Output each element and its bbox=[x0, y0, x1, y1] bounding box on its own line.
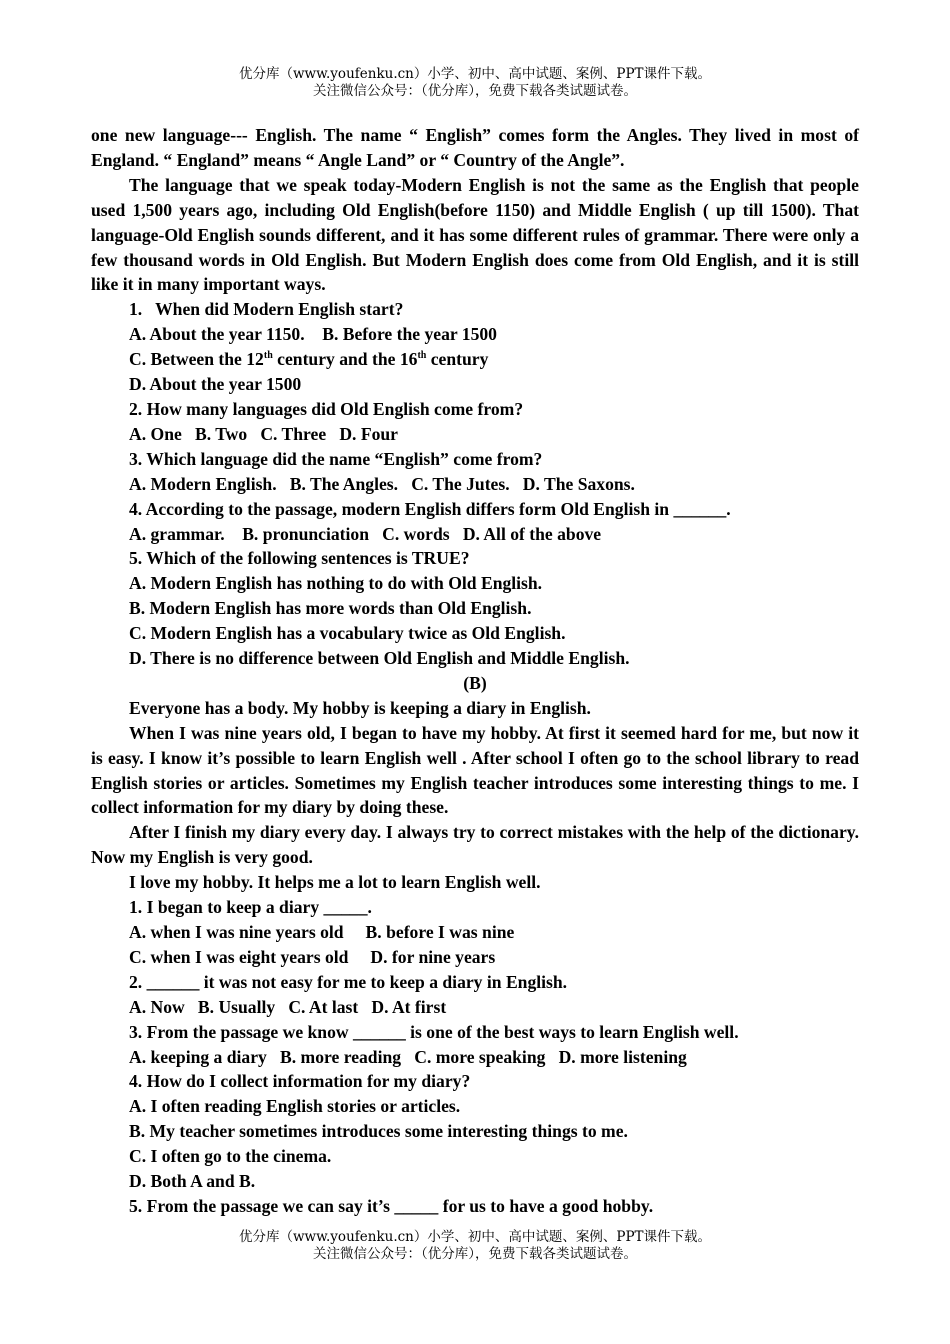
question-b1-options-cd: C. when I was eight years old D. for nine years bbox=[129, 946, 496, 967]
question-a5-option-a: A. Modern English has nothing to do with Old English. bbox=[129, 573, 543, 594]
question-b4-option-c: C. I often go to the cinema. bbox=[129, 1146, 332, 1167]
passage-b-paragraph-4: I love my hobby. It helps me a lot to learn English well. bbox=[129, 872, 541, 893]
question-b4-option-d: D. Both A and B. bbox=[129, 1171, 256, 1192]
ordinal-superscript-1: th bbox=[263, 350, 273, 362]
question-b4-option-a: A. I often reading English stories or articles. bbox=[129, 1096, 461, 1117]
question-b4: 4. How do I collect information for my diary? bbox=[129, 1071, 471, 1092]
question-a5-option-b: B. Modern English has more words than Old English. bbox=[129, 598, 532, 619]
passage-b-paragraph-2: When I was nine years old, I began to have my hobby. At first it seemed hard for me, but now it is easy. I know it’s possible to learn English well . After school I often go to the school library to read English stories or articles. Sometimes my English teacher introduces some interesting things to me. I collect information for my diary by doing these. bbox=[91, 722, 859, 818]
question-b2-options: A. Now B. Usually C. At last D. At first bbox=[129, 996, 447, 1017]
option-c-text-1: C. Between the 12 bbox=[129, 349, 264, 370]
question-b5: 5. From the passage we can say it’s _____ for us to have a good hobby. bbox=[129, 1195, 654, 1216]
header-line-2: 关注微信公众号：（优分库），免费下载各类试题试卷。 bbox=[313, 83, 637, 99]
section-heading-b: (B) bbox=[463, 672, 487, 693]
question-b1: 1. I began to keep a diary _____. bbox=[129, 897, 372, 918]
footer-line-1: 优分库（www.youfenku.cn）小学、初中、高中试题、案例、PPT课件下载。 bbox=[238, 1229, 712, 1245]
question-b2: 2. ______ it was not easy for me to keep a diary in English. bbox=[129, 971, 568, 992]
document-body bbox=[91, 123, 859, 1219]
question-a2: 2. How many languages did Old English come from? bbox=[129, 398, 524, 419]
footer-line-2: 关注微信公众号：（优分库），免费下载各类试题试卷。 bbox=[313, 1246, 637, 1262]
question-a3-options: A. Modern English. B. The Angles. C. The Jutes. D. The Saxons. bbox=[129, 473, 635, 494]
question-b4-option-b: B. My teacher sometimes introduces some interesting things to me. bbox=[129, 1121, 628, 1142]
question-a5-option-d: D. There is no difference between Old English and Middle English. bbox=[129, 648, 630, 669]
ordinal-superscript-2: th bbox=[417, 350, 427, 362]
question-b3: 3. From the passage we know ______ is one of the best ways to learn English well. bbox=[129, 1021, 739, 1042]
question-a1-options-ab: A. About the year 1150. B. Before the year 1500 bbox=[129, 324, 497, 345]
question-a1-option-d: D. About the year 1500 bbox=[129, 374, 302, 395]
passage-b-paragraph-1: Everyone has a body. My hobby is keeping a diary in English. bbox=[129, 697, 591, 718]
question-a4-options: A. grammar. B. pronunciation C. words D. All of the above bbox=[129, 523, 602, 544]
question-a1-option-c bbox=[91, 347, 859, 372]
question-a1: 1. When did Modern English start? bbox=[129, 299, 404, 320]
page-footer bbox=[0, 1229, 950, 1263]
page-header bbox=[0, 66, 950, 100]
question-a3: 3. Which language did the name “English” come from? bbox=[129, 448, 543, 469]
option-c-text-3: century bbox=[426, 349, 489, 370]
question-a5: 5. Which of the following sentences is TRUE? bbox=[129, 548, 470, 569]
passage-b-paragraph-3: After I finish my diary every day. I always try to correct mistakes with the help of the dictionary. Now my English is very good. bbox=[91, 822, 859, 868]
header-line-1: 优分库（www.youfenku.cn）小学、初中、高中试题、案例、PPT课件下载。 bbox=[238, 66, 712, 82]
passage-a-paragraph-1: one new language--- English. The name “ English” comes form the Angles. They lived in most of England. “ England” means “ Angle Land” or “ Country of the Angle”. bbox=[91, 125, 859, 170]
passage-a-paragraph-2: The language that we speak today-Modern English is not the same as the English that people used 1,500 years ago, including Old English(before 1150) and Middle English ( up till 1500). That language-Old English sounds different, and it has some different rules of grammar. There were only a few thousand words in Old English. But Modern English does come from Old English, and it is still like it in many important ways. bbox=[91, 174, 859, 295]
question-a5-option-c: C. Modern English has a vocabulary twice as Old English. bbox=[129, 623, 566, 644]
question-a4: 4. According to the passage, modern English differs form Old English in ______. bbox=[129, 498, 731, 519]
question-a2-options: A. One B. Two C. Three D. Four bbox=[129, 423, 398, 444]
question-b1-options-ab: A. when I was nine years old B. before I was nine bbox=[129, 922, 515, 942]
question-b3-options: A. keeping a diary B. more reading C. more speaking D. more listening bbox=[129, 1046, 687, 1067]
option-c-text-2: century and the 16 bbox=[272, 349, 418, 370]
